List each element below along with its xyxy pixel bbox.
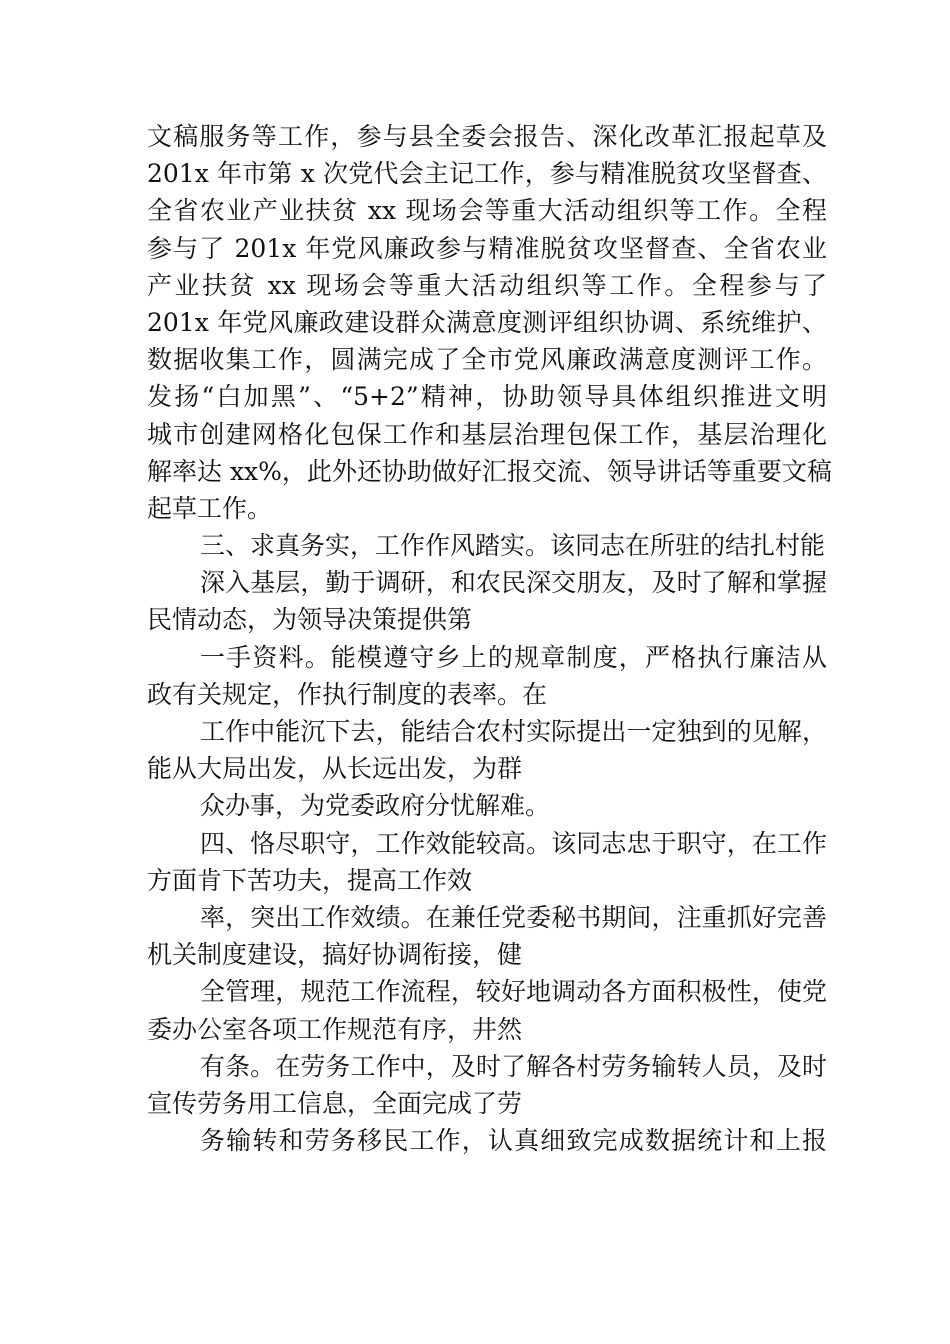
text-line: 三、求真务实，工作作风踏实。该同志在所驻的结扎村能	[200, 531, 826, 561]
text-line: 有条。在劳务工作中，及时了解各村劳务输转人员，及时	[200, 1051, 827, 1081]
document-body	[147, 118, 832, 1159]
text-line: 全省农业产业扶贫 xx 现场会等重大活动组织等工作。全程	[147, 196, 827, 226]
text-line: 深入基层，勤于调研，和农民深交朋友，及时了解和掌握	[200, 568, 827, 598]
text-line: 务输转和劳务移民工作，认真细致完成数据统计和上报	[200, 1126, 827, 1156]
text-line: 发扬“白加黑”、“5+2”精神，协助领导具体组织推进文明	[147, 382, 827, 412]
text-line: 城市创建网格化包保工作和基层治理包保工作，基层治理化	[147, 419, 827, 449]
text-line: 201x 年党风廉政建设群众满意度测评组织协调、系统维护、	[147, 307, 827, 337]
text-line: 宣传劳务用工信息，全面完成了劳	[147, 1088, 523, 1118]
text-line: 参与了 201x 年党风廉政参与精准脱贫攻坚督查、全省农业	[147, 233, 827, 263]
text-line: 工作中能沉下去，能结合农村实际提出一定独到的见解，	[200, 717, 827, 746]
text-line: 起草工作。	[147, 493, 273, 523]
text-line: 能从大局出发，从长远出发，为群	[147, 754, 523, 784]
text-line: 委办公室各项工作规范有序，井然	[147, 1014, 523, 1044]
text-line: 众办事，为党委政府分忧解难。	[200, 791, 551, 821]
text-line: 率，突出工作效绩。在兼任党委秘书期间，注重抓好完善	[200, 902, 827, 932]
text-line: 201x 年市第 x 次党代会主记工作，参与精准脱贫攻坚督查、	[147, 159, 827, 189]
text-line: 政有关规定，作执行制度的表率。在	[147, 679, 548, 709]
text-line: 全管理，规范工作流程，较好地调动各方面积极性，使党	[200, 977, 827, 1007]
text-line: 方面肯下苦功夫，提高工作效	[147, 865, 473, 895]
text-line: 民情动态，为领导决策提供第	[147, 605, 473, 635]
text-line: 一手资料。能模遵守乡上的规章制度，严格执行廉洁从	[200, 642, 827, 672]
text-line: 文稿服务等工作，参与县全委会报告、深化改革汇报起草及	[147, 122, 827, 151]
text-line: 数据收集工作，圆满完成了全市党风廉政满意度测评工作。	[147, 345, 827, 375]
text-line: 四、恪尽职守，工作效能较高。该同志忠于职守，在工作	[200, 828, 827, 858]
text-line: 产业扶贫 xx 现场会等重大活动组织等工作。全程参与了	[147, 270, 827, 300]
text-line: 机关制度建设，搞好协调衔接，健	[147, 940, 523, 970]
text-line: 解率达 xx%，此外还协助做好汇报交流、领导讲话等重要文稿	[147, 456, 832, 486]
